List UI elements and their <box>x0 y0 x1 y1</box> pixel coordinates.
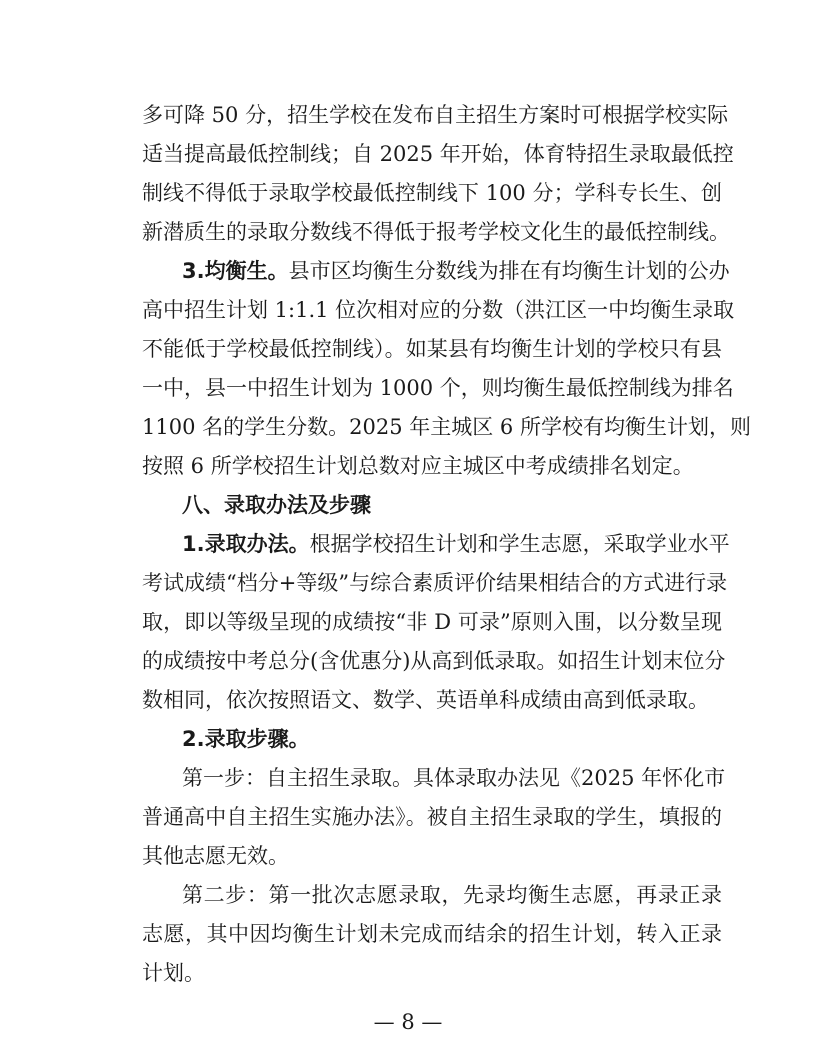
paragraph3-line-1-text: 根据学校招生计划和学生志愿，采取学业水平 <box>309 532 730 556</box>
paragraph6-line-2: 志愿，其中因均衡生计划未完成而结余的招生计划，转入正录 <box>142 922 722 946</box>
paragraph2-line-6: 按照 6 所学校招生计划总数对应主城区中考成绩排名划定。 <box>142 454 694 478</box>
page-number: — 8 — <box>373 1010 443 1034</box>
paragraph2-line-4: 一中，县一中招生计划为 1000 个，则均衡生最低控制线为排名 <box>142 376 734 400</box>
paragraph6-line-3: 计划。 <box>142 961 205 985</box>
paragraph2-line-2: 高中招生计划 1:1.1 位次相对应的分数（洪江区一中均衡生录取 <box>142 298 735 322</box>
paragraph1-line-1: 多可降 50 分，招生学校在发布自主招生方案时可根据学校实际 <box>142 103 729 127</box>
paragraph5-line-3: 其他志愿无效。 <box>142 844 289 868</box>
paragraph3-line-2: 考试成绩“档分+等级”与综合素质评价结果相结合的方式进行录 <box>142 571 728 595</box>
section-heading: 八、录取办法及步骤 <box>182 493 371 517</box>
paragraph3-line-3: 取，即以等级呈现的成绩按“非 D 可录”原则入围，以分数呈现 <box>142 610 722 634</box>
paragraph1-line-2: 适当提高最低控制线；自 2025 年开始，体育特招生录取最低控 <box>142 142 734 166</box>
paragraph2-line-5: 1100 名的学生分数。2025 年主城区 6 所学校有均衡生计划，则 <box>142 415 751 439</box>
paragraph5-line-2: 普通高中自主招生实施办法》。被自主招生录取的学生，填报的 <box>142 805 722 829</box>
paragraph3-line-5: 数相同，依次按照语文、数学、英语单科成绩由高到低录取。 <box>142 688 709 712</box>
paragraph1-line-4: 新潜质生的录取分数线不得低于报考学校文化生的最低控制线。 <box>142 220 730 244</box>
paragraph2-label: 3.均衡生。 <box>182 259 289 283</box>
paragraph3-line-1 <box>182 532 730 556</box>
paragraph3-line-4: 的成绩按中考总分(含优惠分)从高到低录取。如招生计划末位分 <box>142 649 726 673</box>
paragraph2-line-1 <box>182 259 730 283</box>
paragraph1-line-3: 制线不得低于录取学校最低控制线下 100 分；学科专长生、创 <box>142 181 722 205</box>
paragraph2-line-3: 不能低于学校最低控制线）。如某县有均衡生计划的学校只有县 <box>142 337 722 361</box>
paragraph3-label: 1.录取办法。 <box>182 532 310 556</box>
paragraph4-label: 2.录取步骤。 <box>182 727 310 751</box>
paragraph2-line-1-text: 县市区均衡生分数线为排在有均衡生计划的公办 <box>288 259 730 283</box>
paragraph5-line-1: 第一步：自主招生录取。具体录取办法见《2025 年怀化市 <box>182 766 726 790</box>
paragraph6-line-1: 第二步：第一批次志愿录取，先录均衡生志愿，再录正录 <box>182 883 722 907</box>
